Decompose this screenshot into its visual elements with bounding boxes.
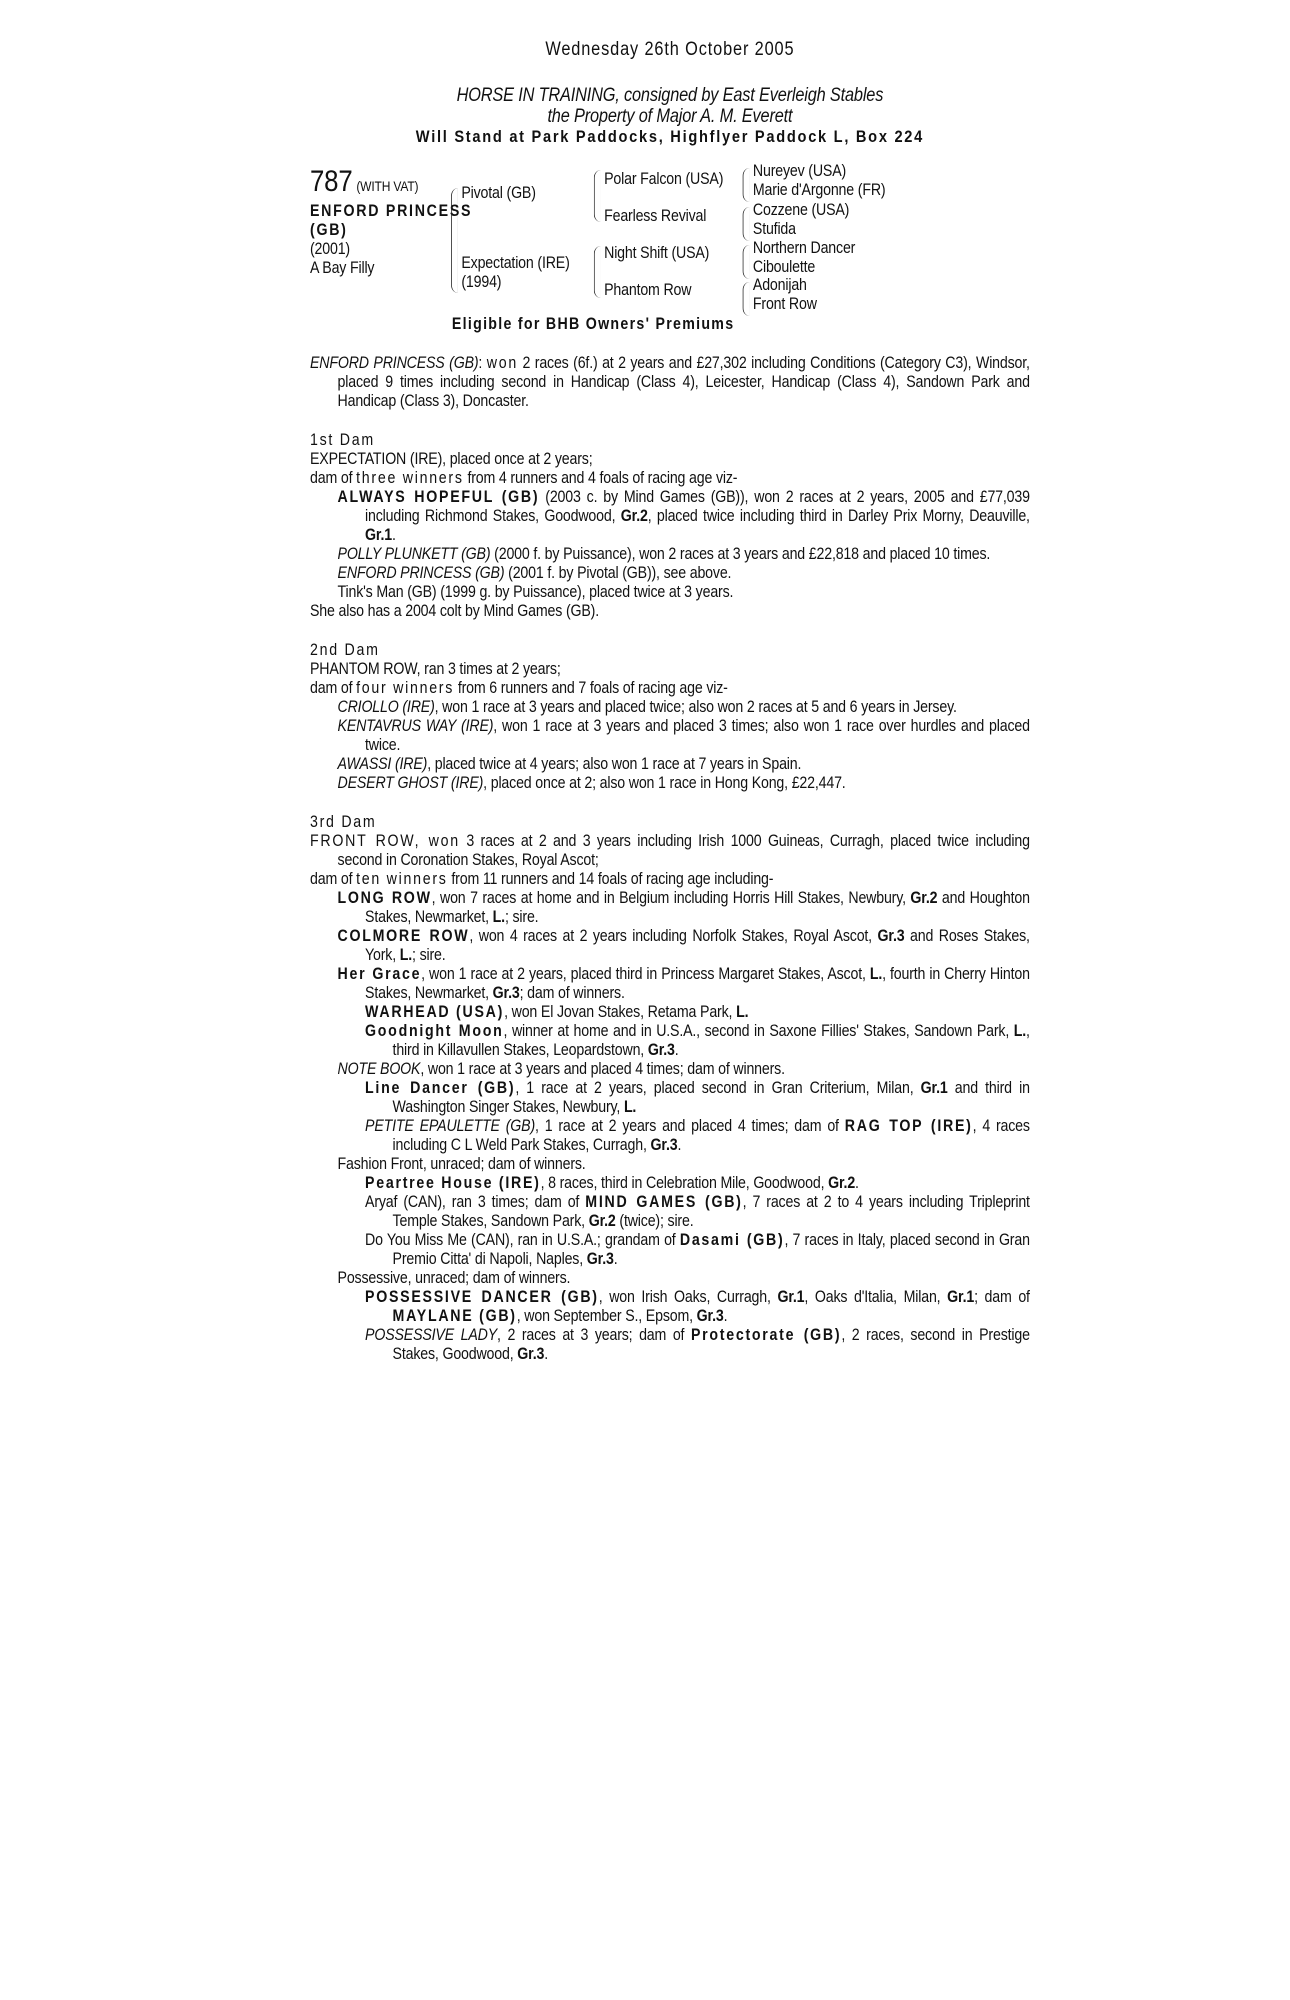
produce-name: Line Dancer (GB)	[365, 1079, 516, 1097]
text: , Oaks d'Italia, Milan,	[804, 1288, 948, 1306]
produce-name: MAYLANE (GB)	[392, 1307, 517, 1325]
text: , won Irish Oaks, Curragh,	[598, 1288, 778, 1306]
text: .	[674, 1041, 679, 1059]
pedigree-brace	[743, 168, 750, 202]
produce-entry	[310, 1117, 1030, 1155]
lot-heading	[310, 166, 418, 198]
second-dam-produce-line	[310, 679, 1030, 698]
pedigree-brace	[743, 207, 750, 241]
dam-sire-sire: Northern Dancer	[752, 239, 856, 257]
text: dam of	[310, 679, 357, 697]
property-line: the Property of Major A. M. Everett	[547, 106, 793, 127]
pedigree-brace	[451, 188, 458, 293]
text: 3 races at 2 and 3 years including Irish 1000 Guineas, Curragh, placed twice including second in Coronation Stakes, Royal Ascot;	[337, 832, 1030, 869]
horse-name-ref: ENFORD PRINCESS (GB)	[310, 354, 479, 372]
produce-name: POLLY PLUNKETT (GB)	[337, 545, 491, 563]
text: , won 1 race at 3 years and placed 4 times; dam of winners.	[420, 1060, 785, 1078]
produce-entry	[310, 927, 1030, 965]
grade: L.	[399, 946, 413, 964]
horse-year: (2001)	[310, 240, 350, 258]
text: (2000 f. by Puissance), won 2 races at 3 years and £22,818 and placed 10 times.	[490, 545, 991, 563]
pedigree-table	[310, 162, 1030, 336]
grade: L.	[623, 1098, 637, 1116]
produce-name: COLMORE ROW	[337, 927, 470, 945]
text: ; sire.	[504, 908, 539, 926]
text: , won 4 races at 2 years including Norfolk Stakes, Royal Ascot,	[469, 927, 878, 945]
winner-count: ten winners	[356, 870, 448, 888]
pedigree-brace	[743, 245, 750, 279]
winner-count: three winners	[356, 469, 464, 487]
produce-entry	[310, 1155, 1030, 1174]
produce-name: POSSESSIVE DANCER (GB)	[365, 1288, 599, 1306]
text: (2001 f. by Pivotal (GB)), see above.	[504, 564, 732, 582]
text: from 11 runners and 14 foals of racing age including-	[447, 870, 774, 888]
text: , 2 races at 3 years; dam of	[497, 1326, 691, 1344]
produce-entry	[310, 1288, 1030, 1326]
text: .	[544, 1345, 548, 1363]
produce-entry	[310, 1193, 1030, 1231]
text: and Roses Stakes, York,	[365, 927, 1030, 964]
text: (2003 c. by Mind Games (GB)), won 2 races at 2 years, 2005 and £77,039 including Richmond Stakes, Goodwood,	[365, 488, 1030, 525]
produce-name: AWASSI (IRE)	[337, 755, 428, 773]
won-label: , won	[414, 832, 460, 850]
grade: Gr.3	[647, 1041, 675, 1059]
text: , won 1 race at 3 years and placed twice; also won 2 races at 5 and 6 years in Jersey.	[434, 698, 957, 716]
produce-name: ENFORD PRINCESS (GB)	[337, 564, 505, 582]
dam-name: Expectation (IRE)	[461, 254, 570, 272]
text: dam of	[310, 870, 357, 888]
produce-entry	[310, 774, 1030, 793]
produce-name: RAG TOP (IRE)	[844, 1117, 973, 1135]
text: Aryaf (CAN), ran 3 times; dam of	[365, 1193, 586, 1211]
second-dam-section	[310, 641, 1030, 793]
won-label: won	[486, 354, 518, 372]
produce-entry	[310, 1231, 1030, 1269]
text: .	[723, 1307, 728, 1325]
grade: Gr.1	[920, 1079, 948, 1097]
grade: Gr.3	[586, 1250, 614, 1268]
produce-name: Dasami (GB)	[679, 1231, 785, 1249]
text: , won 1 race at 3 years and placed 3 times; also won 1 race over hurdles and placed twice.	[365, 717, 1030, 754]
text: .	[677, 1136, 682, 1154]
produce-entry	[310, 965, 1030, 1003]
text: , placed once at 2; also won 1 race in Hong Kong, £22,447.	[483, 774, 846, 792]
produce-name: PETITE EPAULETTE (GB)	[365, 1117, 536, 1135]
text: , third in Killavullen Stakes, Leopardstown,	[392, 1022, 1030, 1059]
produce-entry	[310, 564, 1030, 583]
sire-sire: Polar Falcon (USA)	[604, 170, 724, 188]
grade: Gr.3	[517, 1345, 545, 1363]
horse-origin: (GB)	[310, 221, 348, 239]
dam-sire: Night Shift (USA)	[604, 244, 710, 262]
text: ; sire.	[412, 946, 446, 964]
grade: Gr.3	[877, 927, 905, 945]
text: , won 1 race at 2 years, placed third in Princess Margaret Stakes, Ascot,	[421, 965, 870, 983]
text: and third in Washington Singer Stakes, Newbury,	[392, 1079, 1030, 1116]
produce-name: POSSESSIVE LADY	[365, 1326, 498, 1344]
text: , placed twice at 4 years; also won 1 race at 7 years in Spain.	[427, 755, 802, 773]
sire-sire-sire: Nureyev (USA)	[752, 162, 847, 180]
dam-year: (1994)	[461, 273, 502, 291]
text: .	[613, 1250, 618, 1268]
first-dam-produce-line	[310, 469, 1030, 488]
produce-name: ALWAYS HOPEFUL (GB)	[337, 488, 540, 506]
grade: Gr.1	[947, 1288, 975, 1306]
produce-name: WARHEAD (USA)	[365, 1003, 505, 1021]
sire-dam: Fearless Revival	[604, 207, 707, 225]
produce-name: NOTE BOOK	[337, 1060, 421, 1078]
also-note: She also has a 2004 colt by Mind Games (GB).	[310, 602, 600, 620]
dam-dam-dam: Front Row	[752, 295, 817, 313]
grade: Gr.2	[828, 1174, 856, 1192]
text: , 1 race at 2 years and placed 4 times; dam of	[535, 1117, 845, 1135]
text: .	[855, 1174, 859, 1192]
produce-entry	[310, 1079, 1030, 1117]
produce-name: Peartree House (IRE)	[365, 1174, 541, 1192]
text: , won 7 races at home and in Belgium including Horris Hill Stakes, Newbury,	[431, 889, 911, 907]
winner-count: four winners	[356, 679, 455, 697]
dam-dam: Phantom Row	[604, 281, 692, 299]
grade: L.	[492, 908, 505, 926]
produce-entry	[310, 698, 1030, 717]
produce-name: CRIOLLO (IRE)	[337, 698, 435, 716]
produce-name: LONG ROW	[337, 889, 432, 907]
sale-date: Wednesday 26th October 2005	[545, 39, 795, 60]
grade: Gr.3	[492, 984, 520, 1002]
dam-sire-dam: Ciboulette	[752, 258, 816, 276]
produce-name: KENTAVRUS WAY (IRE)	[337, 717, 494, 735]
text: and Houghton Stakes, Newmarket,	[365, 889, 1030, 926]
produce-entry	[310, 545, 1030, 564]
grade: Gr.1	[777, 1288, 805, 1306]
produce-entry	[310, 717, 1030, 755]
third-dam-produce-line	[310, 870, 1030, 889]
text: Fashion Front, unraced; dam of winners.	[337, 1155, 586, 1173]
pedigree-brace	[594, 246, 601, 298]
produce-name: Her Grace	[337, 965, 422, 983]
text: from 6 runners and 7 foals of racing age viz-	[454, 679, 728, 697]
text: , 1 race at 2 years, placed second in Gran Criterium, Milan,	[515, 1079, 921, 1097]
text: ; dam of	[974, 1288, 1030, 1306]
produce-name: DESERT GHOST (IRE)	[337, 774, 484, 792]
text: , 8 races, third in Celebration Mile, Goodwood,	[540, 1174, 829, 1192]
text: , 2 races, second in Prestige Stakes, Goodwood,	[392, 1326, 1030, 1363]
lot-vat: (WITH VAT)	[356, 178, 419, 194]
produce-entry	[310, 1326, 1030, 1364]
pedigree-brace	[743, 282, 750, 316]
produce-entry	[310, 1269, 1030, 1288]
text: Do You Miss Me (CAN), ran in U.S.A.; grandam of	[365, 1231, 680, 1249]
produce-entry	[310, 488, 1030, 545]
first-dam-heading: 1st Dam	[310, 431, 375, 449]
grade: Gr.2	[910, 889, 938, 907]
text: , won September S., Epsom,	[516, 1307, 697, 1325]
produce-name: MIND GAMES (GB)	[585, 1193, 743, 1211]
pedigree-brace	[594, 170, 601, 222]
stand-location: Will Stand at Park Paddocks, Highflyer Paddock L, Box 224	[415, 127, 925, 146]
text: dam of	[310, 469, 357, 487]
produce-entry	[310, 1060, 1030, 1079]
third-dam-section	[310, 813, 1030, 1364]
first-dam-section	[310, 431, 1030, 621]
grade: L.	[869, 965, 883, 983]
text: Tink's Man (GB) (1999 g. by Puissance), placed twice at 3 years.	[337, 583, 734, 601]
text: , 4 races including C L Weld Park Stakes, Curragh,	[392, 1117, 1030, 1154]
dam-dam-sire: Adonijah	[752, 276, 807, 294]
eligibility-note: Eligible for BHB Owners' Premiums	[451, 315, 735, 333]
text: , fourth in Cherry Hinton Stakes, Newmarket,	[365, 965, 1030, 1002]
lot-number: 787	[310, 165, 353, 198]
produce-entry	[310, 889, 1030, 927]
text: , winner at home and in U.S.A., second in Saxone Fillies' Stakes, Sandown Park,	[503, 1022, 1014, 1040]
horse-description: A Bay Filly	[310, 259, 375, 277]
grade: Gr.2	[588, 1212, 616, 1230]
horse-name: ENFORD PRINCESS	[310, 202, 473, 220]
text: , won El Jovan Stakes, Retama Park,	[504, 1003, 737, 1021]
text: from 4 runners and 4 foals of racing age viz-	[463, 469, 738, 487]
produce-entry	[310, 583, 1030, 602]
grade: Gr.2	[620, 507, 648, 525]
produce-name: Goodnight Moon	[365, 1022, 504, 1040]
text: , 7 races at 2 to 4 years including Tripleprint Temple Stakes, Sandown Park,	[392, 1193, 1030, 1230]
text: ; dam of winners.	[519, 984, 625, 1002]
produce-entry	[310, 1174, 1030, 1193]
second-dam-line: PHANTOM ROW, ran 3 times at 2 years;	[310, 660, 561, 678]
dam-name: FRONT ROW	[310, 832, 415, 850]
produce-entry	[310, 755, 1030, 774]
grade: L.	[1013, 1022, 1027, 1040]
grade: Gr.1	[365, 526, 392, 544]
third-dam-heading: 3rd Dam	[310, 813, 377, 831]
text: (twice); sire.	[615, 1212, 694, 1230]
grade: L.	[736, 1003, 749, 1021]
consignor-line: HORSE IN TRAINING, consigned by East Everleigh Stables	[456, 85, 884, 106]
catalogue-page	[310, 40, 1030, 1364]
sire-name: Pivotal (GB)	[461, 184, 536, 202]
race-record-text: 2 races (6f.) at 2 years and £27,302 including Conditions (Category C3), Windsor, placed 9 times including second in Handicap (Class 4), Leicester, Handicap (Class 4), Sandown Park and Handicap (Class 3), Doncaster.	[337, 354, 1030, 410]
produce-entry	[310, 1022, 1030, 1060]
race-record: ENFORD PRINCESS (GB): won 2 races (6f.) at 2 years and £27,302 including Conditions (Category C3), Windsor, placed 9 times including second in Handicap (Class 4), Leicester, Handicap (Class 4), Sandown Park and Handicap (Class 3), Doncaster.	[310, 354, 1030, 410]
grade: Gr.3	[650, 1136, 678, 1154]
text: , placed twice including third in Darley Prix Morny, Deauville,	[647, 507, 1030, 525]
sire-sire-dam: Marie d'Argonne (FR)	[752, 181, 886, 199]
produce-name: Protectorate (GB)	[690, 1326, 842, 1344]
sire-dam-sire: Cozzene (USA)	[752, 201, 850, 219]
sire-dam-dam: Stufida	[752, 220, 796, 238]
produce-entry	[310, 1003, 1030, 1022]
text: Possessive, unraced; dam of winners.	[337, 1269, 571, 1287]
second-dam-heading: 2nd Dam	[310, 641, 380, 659]
third-dam-line	[310, 832, 1030, 870]
text: , 7 races in Italy, placed second in Gran Premio Citta' di Napoli, Naples,	[392, 1231, 1030, 1268]
text: .	[391, 526, 396, 544]
first-dam-line: EXPECTATION (IRE), placed once at 2 years;	[310, 450, 593, 468]
grade: Gr.3	[696, 1307, 724, 1325]
